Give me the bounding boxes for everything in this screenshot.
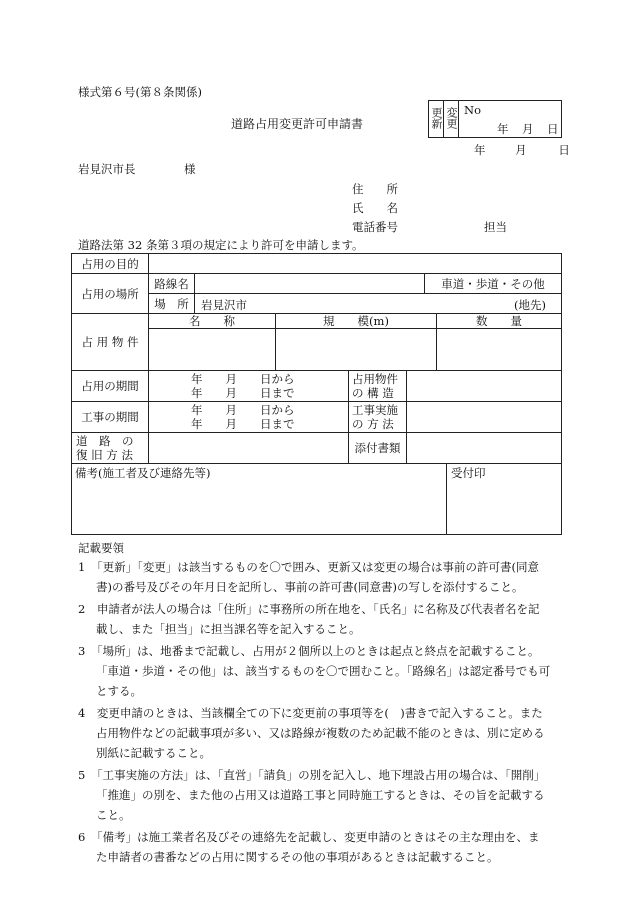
change-label: 変更 xyxy=(445,106,458,129)
renew-change-box xyxy=(428,100,562,138)
note-line: 占用物件などの記載事項が多い、又は路線が複数のため記載不能のときは、別に定める xyxy=(96,726,545,740)
work-period-input[interactable] xyxy=(149,402,349,432)
col-qty-header: 数 量 xyxy=(476,314,522,328)
note-line: 別紙に記載すること。 xyxy=(96,746,211,760)
stamp-day: 日 xyxy=(547,122,559,136)
change-cell[interactable] xyxy=(444,101,459,138)
renew-cell[interactable] xyxy=(429,101,444,138)
contact-label: 担当 xyxy=(484,220,507,234)
note-line: 「推進」の別を、また他の占用又は道路工事と同時施工するときは、その旨を記載する xyxy=(96,788,545,802)
structure-label-line1: 占用物件 xyxy=(352,372,398,386)
col-scale-header: 規 模(m) xyxy=(276,314,437,328)
road-type-selector[interactable]: 車道・歩道・その他 xyxy=(441,276,545,291)
restore-row xyxy=(72,433,561,464)
place-row[interactable] xyxy=(149,294,561,314)
period-from: 年 月 日から xyxy=(191,372,295,386)
object-input-row xyxy=(149,329,561,371)
route-input[interactable] xyxy=(195,274,425,293)
object-label: 占 用 物 件 xyxy=(72,314,149,371)
form-title: 道路占用変更許可申請書 xyxy=(231,117,364,131)
form-id: 様式第６号(第８条関係) xyxy=(78,85,202,99)
method-label xyxy=(349,402,407,432)
date-day: 日 xyxy=(558,143,570,157)
receipt-label: 受付印 xyxy=(451,466,486,480)
col-name-header: 名 称 xyxy=(149,314,276,328)
method-label-line1: 工事実施 xyxy=(352,403,398,417)
note-line: 書)の番号及びその年月日を記所し、事前の許可書(同意書)の写しを添付すること。 xyxy=(96,580,524,594)
work-period-to: 年 月 日まで xyxy=(191,417,295,431)
remarks-box[interactable] xyxy=(72,464,447,534)
method-input[interactable] xyxy=(407,402,561,432)
address-label: 住 所 xyxy=(352,182,398,196)
honorific: 様 xyxy=(184,162,196,176)
purpose-label: 占用の目的 xyxy=(72,254,149,273)
work-period-label: 工事の期間 xyxy=(72,402,149,432)
restore-label-line2: 復 旧 方 法 xyxy=(76,448,133,462)
period-row xyxy=(72,371,561,402)
route-label: 路線名 xyxy=(149,274,195,293)
restore-label-line1: 道 路 の xyxy=(76,434,134,448)
name-label: 氏 名 xyxy=(352,201,398,215)
place-value: 岩見沢市 xyxy=(201,298,247,312)
object-scale-input[interactable] xyxy=(276,329,437,370)
structure-label-line2: の 構 造 xyxy=(352,386,394,400)
period-input[interactable] xyxy=(149,371,349,401)
note-line: 「車道・歩道・その他」は、該当するものを〇で囲むこと。「路線名」は認定番号でも可 xyxy=(96,664,551,678)
work-period-row xyxy=(72,402,561,433)
renew-label: 更新 xyxy=(430,106,443,129)
note-line: 載し、また「担当」に担当課名等を記入すること。 xyxy=(96,622,361,636)
note-line: 5 「工事実施の方法」は、「直営」「請負」の別を記入し、地下埋設占用の場合は、「開削」 xyxy=(78,768,546,782)
attachment-input[interactable] xyxy=(407,433,561,463)
restore-label xyxy=(72,433,149,463)
note-line: 3 「場所」は、地番まで記載し、占用が２個所以上のときは起点と終点を記載すること。 xyxy=(78,644,540,658)
note-line: 4 変更申請のときは、当該欄全ての下に変更前の事項等を( )書きで記入すること。また xyxy=(78,706,543,720)
remarks-label: 備考(施工者及び連絡先等) xyxy=(75,466,211,480)
work-period-from: 年 月 日から xyxy=(191,403,295,417)
stamp-month: 月 xyxy=(522,122,534,136)
note-line: た申請者の書番などの占用に関するその他の事項があるときは記載すること。 xyxy=(96,850,499,864)
date-month: 月 xyxy=(515,143,527,157)
receipt-stamp-box xyxy=(447,464,561,534)
attachment-label: 添付書類 xyxy=(349,433,407,463)
object-header-row xyxy=(149,314,561,329)
no-label: No xyxy=(464,103,481,117)
recipient: 岩見沢市長 xyxy=(78,162,136,176)
method-label-line2: の 方 法 xyxy=(352,417,394,431)
notes-heading: 記載要領 xyxy=(78,541,124,555)
permit-number-cell[interactable] xyxy=(459,101,562,138)
purpose-row xyxy=(72,254,561,274)
application-table xyxy=(71,253,562,535)
date-year: 年 xyxy=(474,143,486,157)
object-qty-input[interactable] xyxy=(437,329,561,370)
note-line: こと。 xyxy=(96,808,131,822)
note-line: 1 「更新」「変更」は該当するものを〇で囲み、更新又は変更の場合は事前の許可書(同意 xyxy=(78,560,539,574)
period-to: 年 月 日まで xyxy=(191,386,295,400)
note-line: 2 申請者が法人の場合は「住所」に事務所の所在地を、「氏名」に名称及び代表者名を記 xyxy=(78,602,540,616)
application-date[interactable] xyxy=(474,142,570,158)
phone-label: 電話番号 xyxy=(352,220,398,234)
period-label: 占用の期間 xyxy=(72,371,149,401)
structure-label xyxy=(349,371,407,401)
note-line: とする。 xyxy=(96,684,142,698)
structure-input[interactable] xyxy=(407,371,561,401)
restore-input[interactable] xyxy=(149,433,349,463)
stamp-year: 年 xyxy=(497,122,509,136)
intro-text: 道路法第 32 条第３項の規定により許可を申請します。 xyxy=(78,238,364,252)
route-row xyxy=(149,274,561,294)
place-label: 場 所 xyxy=(149,294,195,313)
location-label: 占用の場所 xyxy=(72,274,149,314)
note-line: 6 「備考」は施工業者名及びその連絡先を記載し、変更申請のときはその主な理由を、ま xyxy=(78,830,540,844)
object-name-input[interactable] xyxy=(149,329,276,370)
purpose-input[interactable] xyxy=(149,254,561,273)
place-suffix: (地先) xyxy=(514,298,546,312)
